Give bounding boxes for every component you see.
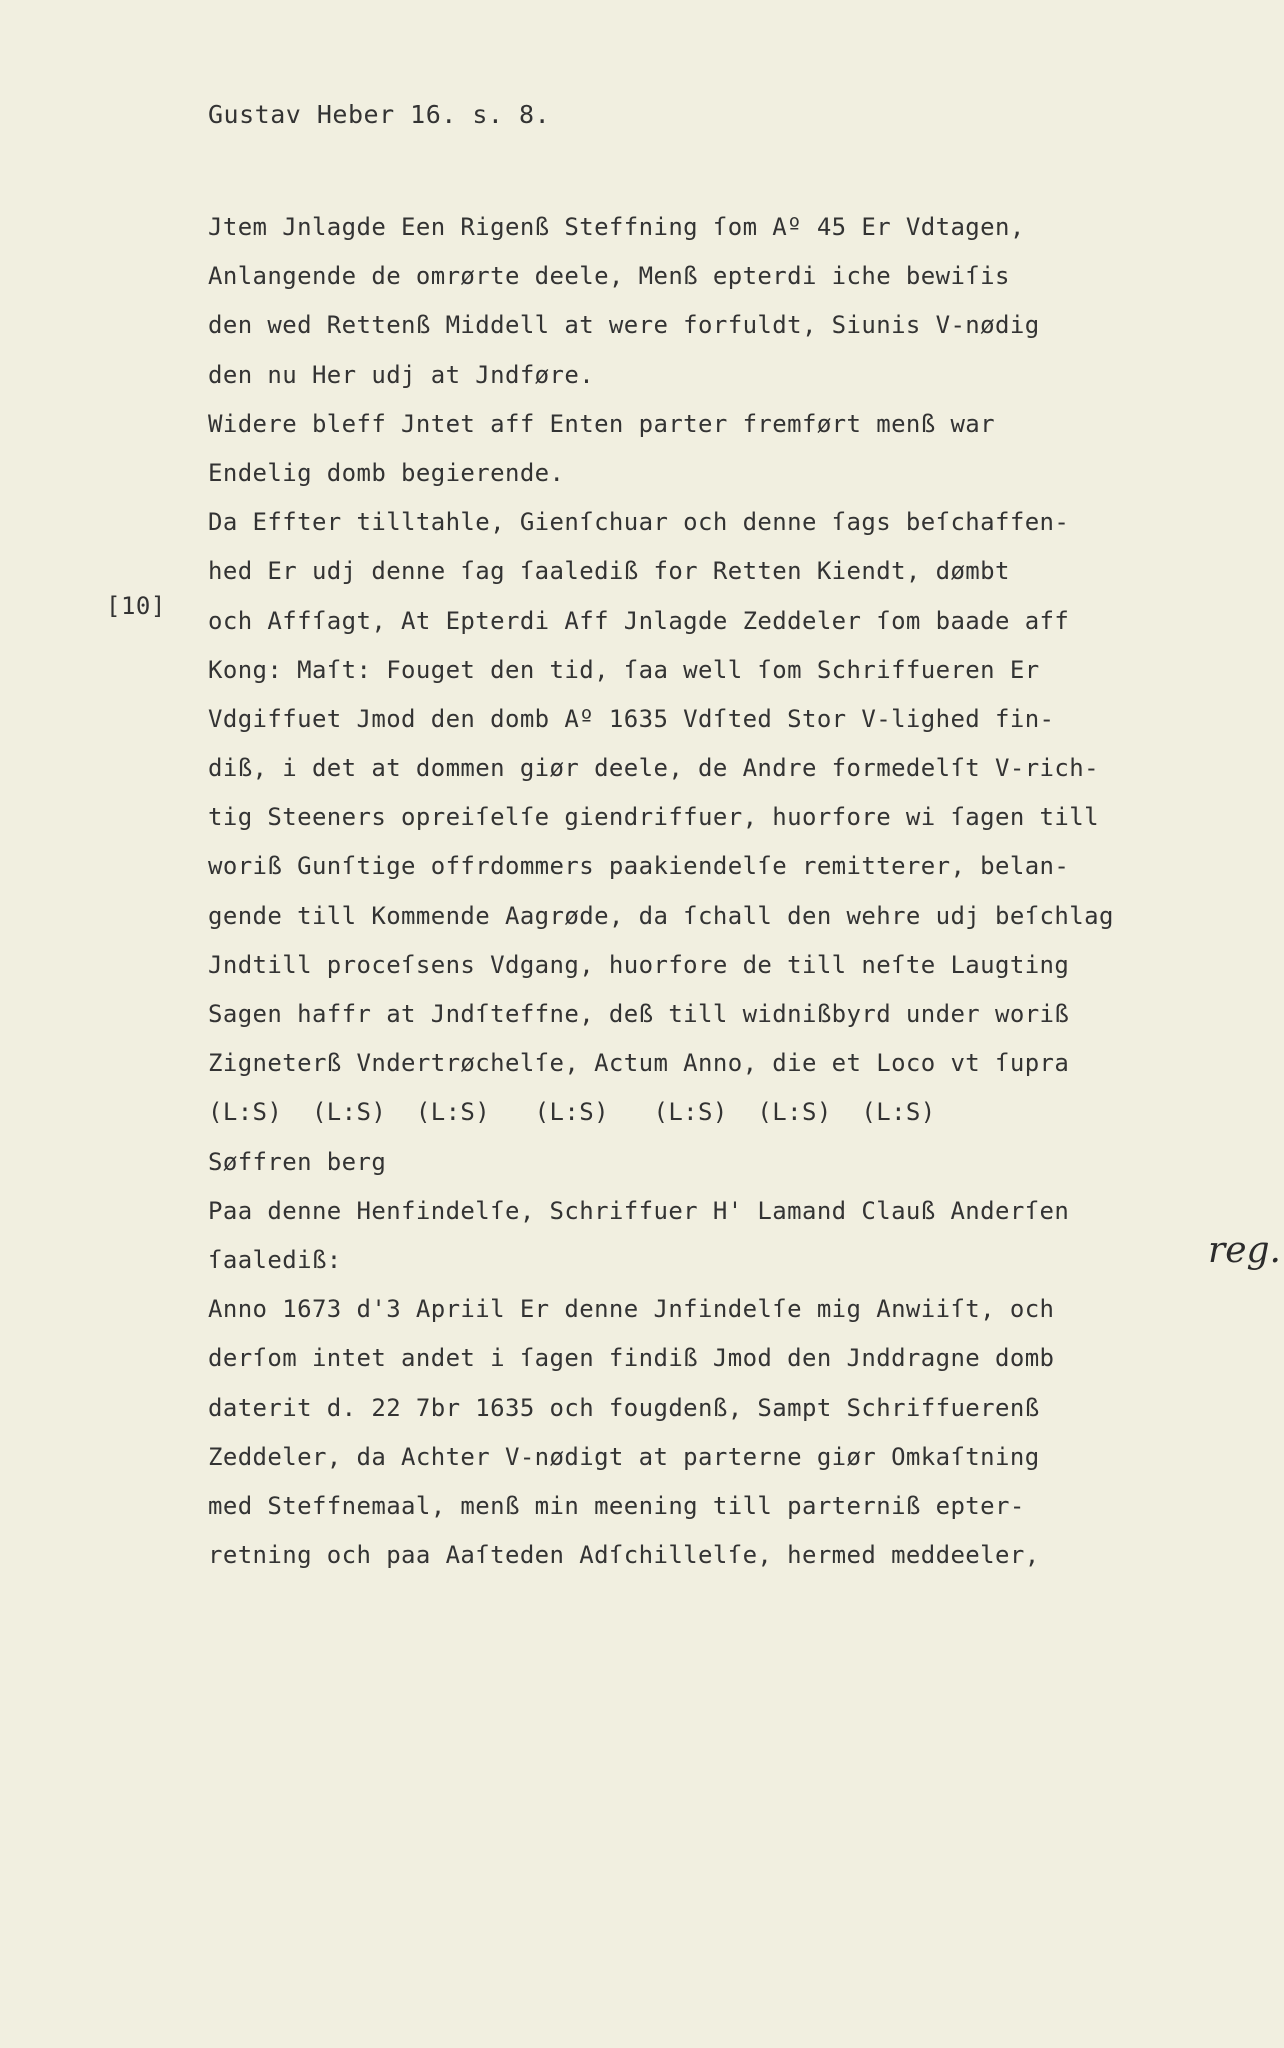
text-line: med Steffnemaal, menß min meening till parterniß epter- (208, 1491, 1025, 1520)
text-line: och Affſagt, At Epterdi Aff Jnlagde Zeddeler ſom baade aff (208, 606, 1070, 635)
text-line: gende till Kommende Aagrøde, da ſchall den wehre udj beſchlag (208, 901, 1114, 930)
text-line: tig Steeners opreiſelſe giendriffuer, huorfore wi ſagen till (208, 803, 1099, 832)
text-line: derſom intet andet i ſagen findiß Jmod den Jnddragne domb (208, 1344, 1055, 1373)
text-line: Endelig domb begierende. (208, 458, 565, 487)
text-line: Jtem Jnlagde Een Rigenß Steffning ſom Aº 45 Er Vdtagen, (208, 213, 1025, 241)
text-line: hed Er udj denne ſag ſaalediß for Retten Kiendt, dømbt (208, 557, 1010, 586)
text-line: Jndtill proceſsens Vdgang, huorfore de till neſte Laugting (208, 950, 1070, 979)
text-line: retning och paa Aaſteden Adſchillelſe, hermed meddeeler, (208, 1541, 1040, 1570)
text-line: woriß Gunſtige offrdommers paakiendelſe remitterer, belan- (208, 852, 1070, 881)
signature-line: Søffren berg (208, 1147, 387, 1176)
text-line: Kong: Maſt: Fouget den tid, ſaa well ſom Schriffueren Er (208, 655, 1040, 684)
margin-page-number: [10] (106, 592, 166, 620)
handwritten-annotation: reg. (1208, 1230, 1282, 1271)
text-line: diß, i det at dommen giør deele, de Andre formedelſt V-rich- (208, 754, 1099, 783)
text-line: Sagen haffr at Jndſteffne, deß till widnißbyrd under woriß (208, 1000, 1070, 1028)
text-line: ſaalediß: (208, 1245, 342, 1274)
text-line: Anlangende de omrørte deele, Menß epterdi iche bewiſis (208, 262, 1010, 291)
text-line: Da Effter tilltahle, Gienſchuar och denne ſags beſchaffen- (208, 508, 1070, 537)
text-line: den nu Her udj at Jndføre. (208, 360, 595, 389)
text-line: Vdgiffuet Jmod den domb Aº 1635 Vdſted Stor V-lighed fin- (208, 704, 1055, 733)
text-line: daterit d. 22 7br 1635 och fougdenß, Sampt Schriffuerenß (208, 1393, 1040, 1422)
text-line: den wed Rettenß Middell at were forfuldt, Siunis V-nødig (208, 311, 1040, 340)
page-header: Gustav Heber 16. s. 8. (208, 100, 551, 129)
transcription-body (208, 203, 1148, 1580)
text-line: Zeddeler, da Achter V-nødigt at parterne giør Omkaſtning (208, 1442, 1040, 1471)
text-line: Zigneterß Vndertrøchelſe, Actum Anno, die et Loco vt ſupra (208, 1049, 1070, 1078)
text-line: Widere bleff Jntet aff Enten parter fremført menß war (208, 409, 996, 438)
text-line: Paa denne Henfindelſe, Schriffuer H' Lamand Clauß Anderſen (208, 1196, 1070, 1225)
text-line: Anno 1673 d'3 Apriil Er denne Jnfindelſe mig Anwiiſt, och (208, 1295, 1055, 1324)
seal-line: (L:S) (L:S) (L:S) (L:S) (L:S) (L:S) (L:S) (208, 1098, 936, 1127)
